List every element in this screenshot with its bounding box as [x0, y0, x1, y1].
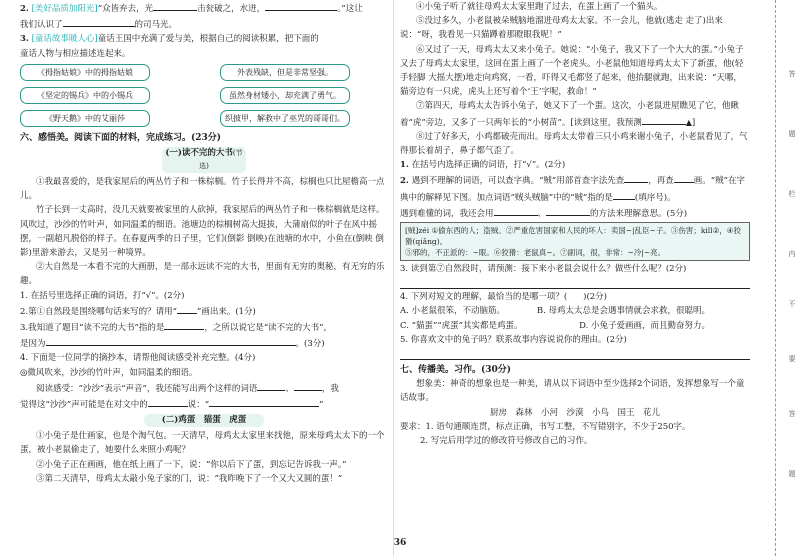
reading-q2-text-1: 第①自然段是围绕哪句话来写的？请用“	[28, 306, 177, 317]
reading2-q2-text-1: 遇到不理解的词语，可以查字典。“贼”用部首查字法先查	[411, 176, 625, 187]
passage-1-title-text: (一)读不完的大书	[165, 148, 233, 159]
writing-requirement-1: 要求：1. 语句通顺连贯，标点正确，书写工整，不写错别字，不少于250字。	[400, 421, 691, 432]
match-right-3[interactable]: 织披甲，解救中了巫咒的哥哥们。	[220, 110, 350, 127]
reading2-q1-num: 1.	[400, 160, 409, 171]
strip-char-5: 不	[788, 300, 796, 307]
reading-q3-blank-2[interactable]	[46, 335, 296, 346]
q2-text-1: “众皆弃去，光	[97, 4, 154, 14]
reading-q4-text-4: 觉得这“沙沙”声可能是在对文中的	[20, 400, 148, 411]
reading-q3-num: 3.	[20, 323, 29, 334]
q2-text-5: 的司马光。	[134, 20, 178, 31]
reading2-q2-text-4: 在字典中的解释见下图。加点词语“贼头贼脑”中的“贼”指的是	[400, 176, 746, 203]
passage-2-para-2: ②小兔子正在画画，他在纸上画了一下，说：“你以后下了蛋，到忘记告诉我一声。”	[36, 459, 347, 470]
reading2-q4-options-row-1	[400, 304, 750, 318]
passage-2-para-7-text: ⑦第四天，母鸡太太告诉小兔子，她又下了一个蛋。这次，小老鼠进屋瞧见了它，他瞅着“虎”旁边，又多了一只两年长的“小树苗”。	[400, 101, 740, 128]
writing-word-list: 厨房 森林 小河 沙漠 小鸟 国王 花儿	[489, 407, 660, 418]
q3-text-1: 童话王国中充满了爱与美，根据自己的阅读积累，把下面的	[97, 34, 319, 45]
strip-char-1: 答	[788, 70, 796, 77]
reading2-q4-options-row-2	[400, 319, 750, 333]
reading2-q1-text: 在括号内选择正确的词语，打“√”。(2分)	[411, 160, 566, 171]
triangle-icon: ▲	[685, 117, 692, 127]
column-divider	[393, 0, 394, 556]
writing-intro: 想象美：神奇的想象也是一种美，请从以下词语中至少选择2个词语，发挥想象写一个童话故事。	[400, 379, 745, 404]
match-left-3[interactable]: 《野天鹅》中的艾丽莎	[20, 110, 150, 127]
q2-tag: [美好品质加阳光]	[31, 4, 98, 14]
reading2-q2-text-7: 、	[537, 208, 547, 219]
right-column	[400, 0, 750, 540]
reading2-q3-answer-line[interactable]	[400, 276, 750, 289]
reading2-q5-answer-line[interactable]	[400, 347, 750, 360]
dictionary-line-2: ⑤邪的，不正派的：~眼。⑥狡猾：老鼠真~。⑦副词，很，非常：~冷|~亮。	[405, 248, 666, 258]
option-b[interactable]: B. 母鸡太太总是会遇事情就会求救，很聪明。	[536, 306, 710, 317]
passage-2-para-3: ③第二天清早，母鸡太太敲小兔子家的门，说：“我昨晚下了一个又大又圆的蛋！”	[36, 473, 343, 484]
q2-blank-2[interactable]	[265, 0, 337, 11]
match-left-2[interactable]: 《坚定的锡兵》中的小锡兵	[20, 87, 150, 104]
left-column	[20, 0, 388, 540]
reading2-q2-blank-4[interactable]	[494, 205, 538, 216]
reading-q4-text-6: ”	[319, 400, 324, 411]
q2-blank-1[interactable]	[153, 0, 197, 11]
reading-q4-text-2: 、	[285, 383, 294, 394]
match-left-1[interactable]: 《拇指姑娘》中的拇指姑娘	[20, 64, 150, 81]
page-number: 36	[393, 538, 407, 548]
q3-number: 3.	[20, 34, 29, 45]
section-6-heading: 六、感悟美。阅读下面的材料，完成练习。(23分)	[20, 132, 222, 143]
reading2-q4-text-2: )(2分)	[583, 292, 607, 303]
reading-q3-blank-1[interactable]	[164, 319, 204, 330]
q2-number: 2.	[20, 4, 29, 14]
passage-2-para-6: ⑥又过了一天，母鸡太太又来小兔子。她说：“小兔子，我又下了一个大大的蛋。”小兔子又去了母鸡太太家里，这回在蛋上画了一个老虎头。小老鼠他知道母鸡太太下了新蛋，他(轻手轻脚 大摇大摆)地走向鸡窝，一看，吓得又毛都竖了起来，他抬腿就跑，出来说：“天哪，猫旁边有一只虎，虎头上还写着个‘王’字呢，救命！”	[400, 44, 744, 98]
reading2-q2-text-5: (填序号)。	[634, 192, 676, 203]
strip-char-6: 要	[788, 355, 796, 362]
reading2-q5: 5. 你喜欢文中的兔子吗？联系故事内容说说你的理由。(2分)	[400, 334, 627, 345]
reading2-q2-blank-5[interactable]	[546, 205, 590, 216]
reading-q4-quote: ◎微风吹来，沙沙的竹叶声，如同温柔的细语。	[20, 367, 198, 378]
strip-char-8: 题	[788, 470, 796, 477]
reading-q4: 4. 下面是一位同学的摘抄本，请帮他阅读感受补充完整。(4分)	[20, 353, 256, 364]
reading-q2-blank[interactable]	[177, 303, 197, 314]
reading-q4-blank-4[interactable]	[209, 396, 319, 407]
reading-q4-blank-3[interactable]	[148, 396, 188, 407]
match-right-2[interactable]: 虽然身材矮小，却充满了勇气。	[220, 87, 350, 104]
passage-1-note: (节选)	[199, 149, 243, 171]
reading2-q2-blank-1[interactable]	[624, 172, 648, 183]
reading2-q4-blank[interactable]	[567, 289, 583, 299]
strip-char-3: 栏	[788, 190, 796, 197]
passage-1-para-2: ②大自然是一本看不完的大画册，是一部永远读不完的大书，里面有无穷的奥秘，有无穷的乐趣。	[20, 262, 385, 287]
passage-2-para-7	[400, 99, 750, 129]
reading-q2-text-2: ”画出来。(1分)	[196, 306, 256, 317]
matching-exercise	[20, 62, 388, 128]
reading-q3-text-4: 。(3分)	[295, 339, 325, 350]
passage-1-title	[162, 147, 246, 173]
match-right-1[interactable]: 外表残缺，但是非常坚强。	[220, 64, 350, 81]
strip-char-7: 答	[788, 410, 796, 417]
writing-requirement-2: 2. 写完后用学过的修改符号修改自己的习作。	[420, 436, 593, 447]
prediction-close: ]	[691, 117, 696, 128]
reading2-q2-text-3: 画。“贼”	[693, 176, 728, 187]
question-2	[20, 0, 388, 32]
section-7-heading: 七、传播美。习作。(30分)	[400, 365, 512, 376]
reading2-q2-blank-2[interactable]	[674, 172, 694, 183]
strip-char-4: 内	[788, 250, 796, 257]
option-d[interactable]: D. 小兔子爱画画，而且勤奋努力。	[579, 320, 710, 331]
reading2-q2-num: 2.	[400, 176, 409, 187]
answer-area-strip	[775, 0, 800, 556]
reading-q4-body	[20, 380, 388, 412]
reading-q3-text-3: 是因为	[20, 339, 46, 350]
prediction-prompt: [读到这里，我预测	[570, 117, 642, 128]
option-c[interactable]: C. “猫蛋”“虎蛋”其实都是鸡蛋。	[400, 320, 523, 331]
reading-q1: 1. 在括号里选择正确的词语，打“√”。(2分)	[20, 290, 185, 301]
reading-q3-text-2: ，之所以说它是“读不完的大书”，	[204, 323, 333, 334]
question-3	[20, 32, 388, 60]
passage-2-para-1: ①小兔子是仕画家，也是个淘气包。一天清早，母鸡太太家里来找他，原来母鸡太太下的一个蛋，被小老鼠偷走了，她要什么来照小鸡呢？	[20, 431, 385, 456]
q2-text-3: 。”这让	[337, 4, 363, 14]
reading-q4-text-3: ，我	[321, 383, 339, 394]
passage-2-para-5: ⑤没过多久，小老鼠被朵贼脑地溜进母鸡太太家。不一会儿，他就(逃走 走了)出来说：“呀，我看见一只猫蹲着那瞪眼我呢！”	[400, 16, 723, 41]
reading-q3-text-1: 我知道了题目“读不完的大书”指的是	[28, 323, 165, 334]
reading2-q4-text-1: 4. 下列对短文的理解，最恰当的是哪一项？(	[400, 292, 568, 303]
q2-text-2: 击瓮破之，水迸，	[197, 4, 266, 14]
reading-q4-blank-2[interactable]	[294, 380, 322, 391]
reading2-q2-text-8: 的方法来理解意思。(5分)	[590, 208, 688, 219]
reading2-q3: 3. 读到第⑦自然段时，请预测：接下来小老鼠会说什么？做些什么呢？(2分)	[400, 264, 687, 275]
reading2-q1	[400, 158, 750, 172]
q3-text-2: 童话人物与相应描述连起来。	[20, 48, 131, 59]
option-a[interactable]: A. 小老鼠很笨，不动脑筋。	[400, 306, 506, 317]
strip-char-2: 题	[788, 130, 796, 137]
reading-q4-blank-1[interactable]	[257, 380, 285, 391]
reading-q2	[20, 303, 388, 319]
reading2-q2-text-6: 遇到难懂的词，我还会用	[400, 208, 494, 219]
reading-q4-text-1: 阅读感受：“沙沙”表示“声音”，我还能写出两个这样的词语	[36, 383, 258, 394]
passage-2-title: (二)鸡蛋 猫蛋 虎蛋	[144, 414, 264, 427]
passage-2-para-8: ⑧过了好多天，小鸡都破壳而出。母鸡太太带着三只小鸡来谢小兔子，小老鼠看见了，气得那长着胡子，鼻子都气歪了。	[400, 131, 748, 157]
dictionary-entry	[400, 222, 750, 261]
prediction-blank[interactable]	[642, 114, 686, 125]
reading-q4-text-5: 说：“	[187, 400, 210, 411]
q2-blank-3[interactable]	[63, 16, 135, 27]
reading-q3	[20, 319, 388, 351]
reading2-q2-blank-3[interactable]	[613, 189, 635, 200]
passage-2-para-4: ④小兔子听了就往母鸡太太家里跑了过去，在蛋上画了一个猫头。	[416, 2, 663, 12]
q3-tag: [童话故事暖人心]	[31, 34, 98, 45]
q2-text-4: 我们认识了	[20, 20, 63, 31]
dictionary-line-1: [贼]zéi ①偷东西的人；盗贼。②严重危害国家和人民的坏人：卖国~|乱臣~子。③伤害；kill②，④狡猾(qiǎng)。	[405, 226, 742, 247]
reading2-q4	[400, 289, 750, 304]
passage-1-para-hidden: ①我最喜爱的，是我家屋后的两丛竹子和一株棕榈。竹子长得并不高，棕榈也只比屋檐高一点儿。	[20, 177, 385, 202]
reading2-q2	[400, 172, 750, 221]
reading2-q2-text-2: ，再查	[648, 176, 674, 187]
passage-1-para-1: 竹子长到一丈高时，没几天就要被家里的人砍掉，我家屋后的两丛竹子和一株棕榈就是这样。风吹过，沙沙的竹叶声，如同温柔的细语。池塘边的棕榈树高大挺拔，大蒲扇似的叶子在风中摇摆，一副超凡脱俗的样子。在春夏两季的日子里，它们(倒影 倒映)在池塘的水中，小鱼在(倒映 倒影)里游来游去，又是另一种境界。	[20, 205, 385, 259]
reading-q2-num: 2.	[20, 306, 29, 317]
